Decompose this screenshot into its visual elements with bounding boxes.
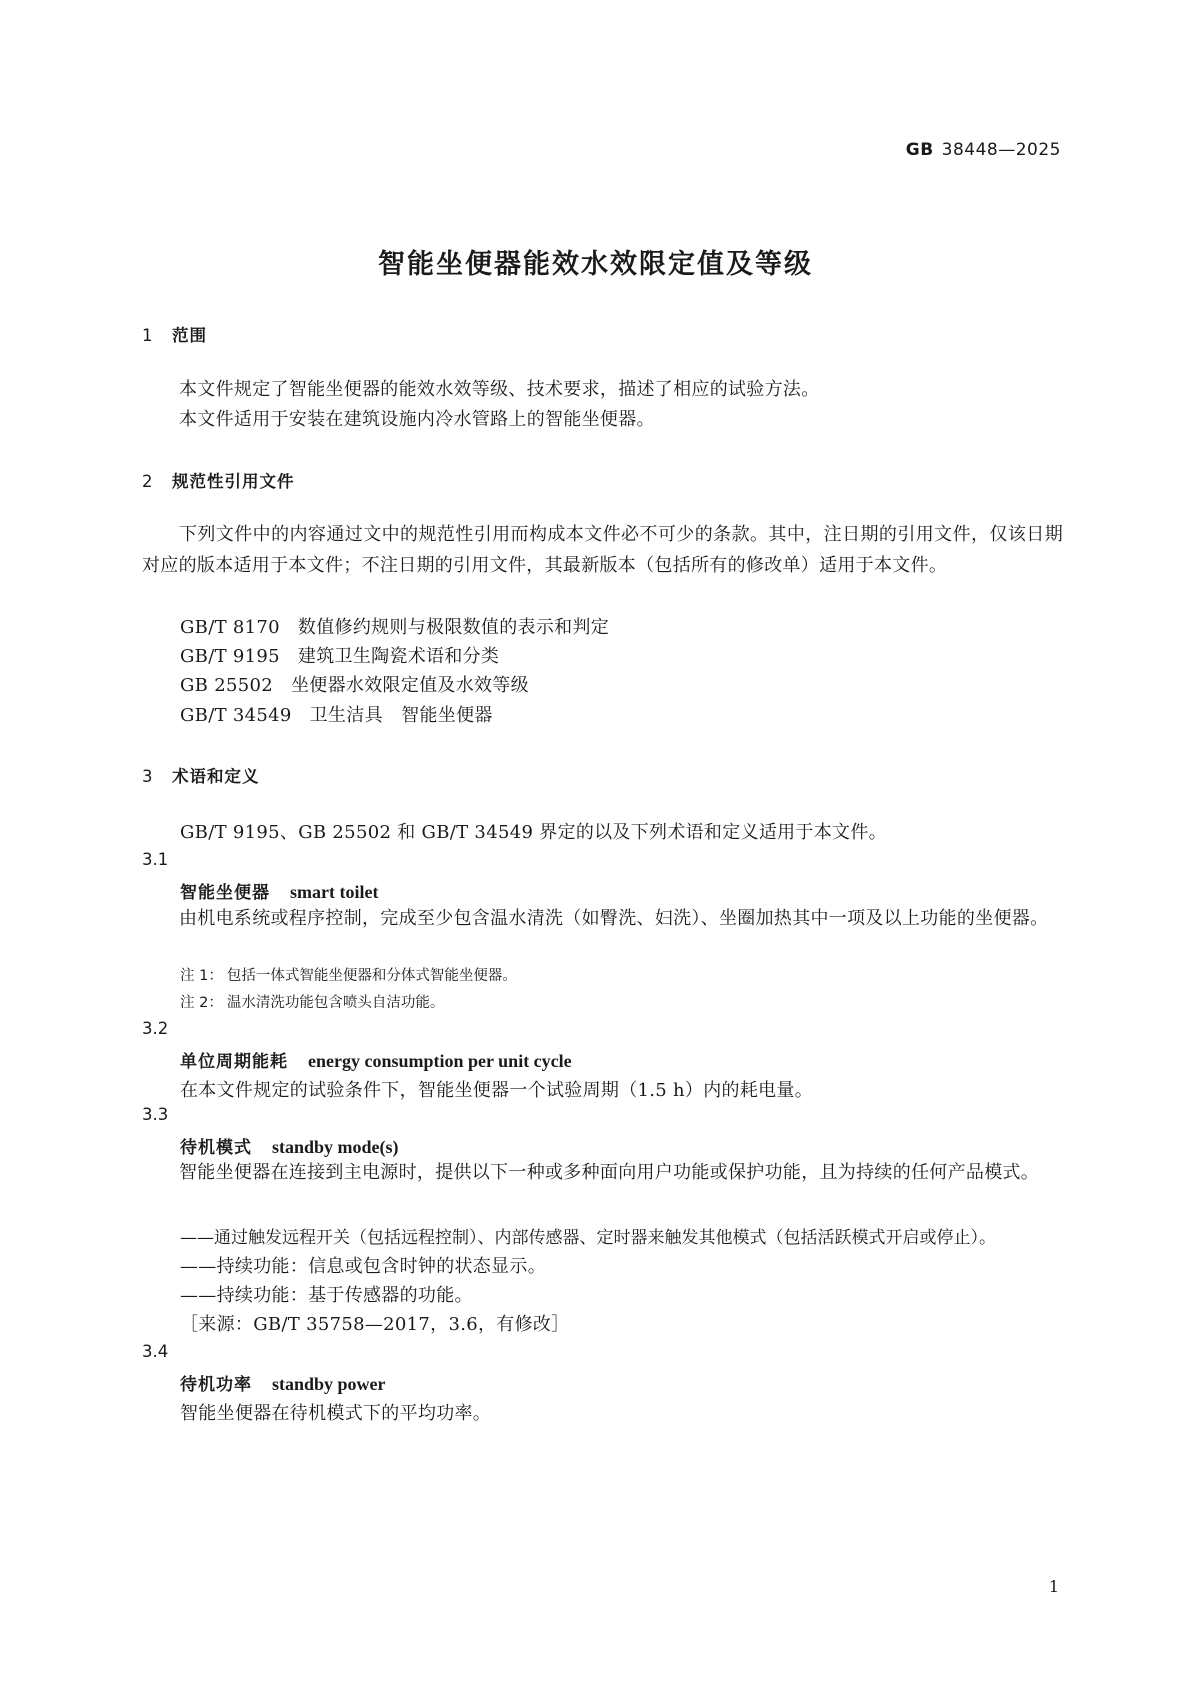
- standard-prefix: GB: [905, 140, 934, 160]
- list-item: ——持续功能：基于传感器的功能。: [180, 1285, 473, 1306]
- section-2-intro: 下列文件中的内容通过文中的规范性引用而构成本文件必不可少的条款。其中，注日期的引用文件，仅该日期对应的版本适用于本文件；不注日期的引用文件，其最新版本（包括所有的修改单）适用于本文件。: [142, 524, 1063, 576]
- reference-code: GB 25502: [180, 675, 273, 696]
- clause-number: 3.2: [142, 1019, 169, 1038]
- term-heading: [180, 1370, 386, 1395]
- clause-number: 3.1: [142, 850, 169, 869]
- section-1-paragraph-2: 本文件适用于安装在建筑设施内冷水管路上的智能坐便器。: [179, 409, 655, 430]
- term-chinese: 单位周期能耗: [180, 1052, 288, 1072]
- term-definition: 由机电系统或程序控制，完成至少包含温水清洗（如臀洗、妇洗）、坐圈加热其中一项及以上功能的坐便器。: [179, 908, 1049, 929]
- reference-title: 建筑卫生陶瓷术语和分类: [297, 646, 500, 667]
- term-definition: 智能坐便器在连接到主电源时，提供以下一种或多种面向用户功能或保护功能，且为持续的任何产品模式。: [179, 1162, 1040, 1183]
- section-title: 规范性引用文件: [172, 472, 295, 491]
- term-note: [180, 991, 444, 1012]
- reference-item: [180, 642, 499, 668]
- section-title: 术语和定义: [172, 767, 260, 786]
- section-title: 范围: [172, 326, 207, 345]
- document-title: 智能坐便器能效水效限定值及等级: [378, 249, 813, 280]
- standard-code: 38448—2025: [941, 140, 1061, 160]
- source-citation: ［来源：GB/T 35758—2017，3.6，有修改］: [180, 1314, 570, 1335]
- term-chinese: 智能坐便器: [180, 883, 270, 903]
- section-number: 1: [142, 326, 154, 345]
- section-3-intro: GB/T 9195、GB 25502 和 GB/T 34549 界定的以及下列术语和定义适用于本文件。: [180, 822, 887, 843]
- section-1-paragraph-1: 本文件规定了智能坐便器的能效水效等级、技术要求，描述了相应的试验方法。: [179, 379, 820, 400]
- term-heading: [180, 1047, 572, 1072]
- reference-title: 卫生洁具 智能坐便器: [309, 705, 493, 726]
- term-chinese: 待机模式: [180, 1138, 252, 1158]
- reference-code: GB/T 9195: [180, 646, 280, 667]
- term-english: standby mode(s): [272, 1137, 399, 1157]
- term-note: [180, 964, 517, 985]
- term-heading: [180, 878, 378, 903]
- section-number: 2: [142, 472, 154, 491]
- page-number: 1: [1048, 1577, 1059, 1596]
- reference-item: [180, 671, 529, 697]
- reference-item: [180, 613, 609, 639]
- term-definition: 在本文件规定的试验条件下，智能坐便器一个试验周期（1.5 h）内的耗电量。: [180, 1080, 814, 1101]
- section-number: 3: [142, 767, 154, 786]
- term-english: standby power: [272, 1374, 386, 1394]
- note-text: 温水清洗功能包含喷头自洁功能。: [226, 995, 445, 1011]
- reference-item: [180, 701, 493, 727]
- term-english: energy consumption per unit cycle: [308, 1051, 572, 1071]
- list-item: ——通过触发远程开关（包括远程控制）、内部传感器、定时器来触发其他模式（包括活跃模式开启或停止）。: [180, 1228, 996, 1248]
- standard-number: [906, 140, 1061, 160]
- term-heading: [180, 1133, 399, 1158]
- clause-number: 3.3: [142, 1105, 169, 1124]
- note-label: 注 1：: [180, 968, 223, 984]
- reference-code: GB/T 8170: [180, 617, 280, 638]
- note-text: 包括一体式智能坐便器和分体式智能坐便器。: [226, 968, 517, 984]
- term-definition: 智能坐便器在待机模式下的平均功率。: [180, 1403, 492, 1424]
- section-3-heading: [142, 763, 260, 787]
- section-1-heading: [142, 322, 207, 346]
- term-chinese: 待机功率: [180, 1375, 252, 1395]
- clause-number: 3.4: [142, 1342, 169, 1361]
- list-item: ——持续功能：信息或包含时钟的状态显示。: [180, 1256, 546, 1277]
- section-2-heading: [142, 468, 295, 492]
- reference-title: 数值修约规则与极限数值的表示和判定: [297, 617, 610, 638]
- term-english: smart toilet: [290, 882, 379, 902]
- note-label: 注 2：: [180, 995, 223, 1011]
- reference-code: GB/T 34549: [180, 705, 292, 726]
- reference-title: 坐便器水效限定值及水效等级: [291, 675, 529, 696]
